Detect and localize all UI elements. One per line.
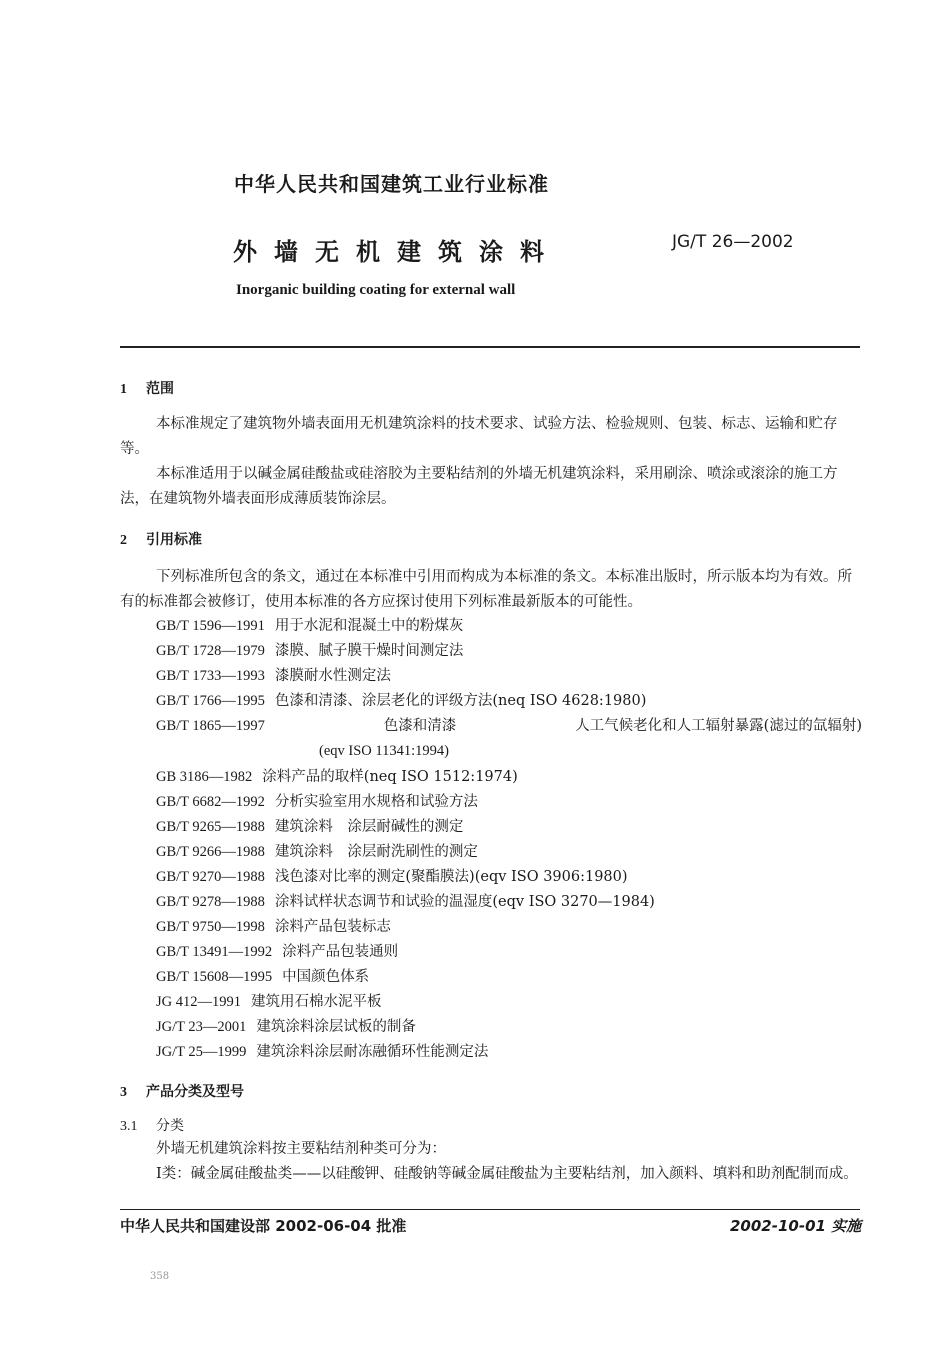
section-title: 产品分类及型号	[146, 1084, 244, 1100]
implementation-date: 2002-10-01 实施	[730, 1217, 862, 1235]
approval-date: 中华人民共和国建设部 2002-06-04 批准	[120, 1217, 407, 1235]
document-title: 外墙无机建筑涂料	[233, 238, 561, 266]
section-number: 2	[120, 533, 127, 548]
subsection-3-1-heading	[120, 1115, 184, 1135]
section-3-paragraph-1: 外墙无机建筑涂料按主要粘结剂种类可分为：	[156, 1141, 446, 1157]
section-number: 1	[120, 382, 127, 397]
reference-item: GB/T 9270—1988 浅色漆对比率的测定(聚酯膜法)(eqv ISO 3906:1980)	[156, 869, 628, 885]
issuing-org-heading: 中华人民共和国建筑工业行业标准	[234, 172, 549, 196]
reference-item: GB/T 1728—1979 漆膜、腻子膜干燥时间测定法	[156, 643, 464, 659]
reference-item: GB/T 1865—1997 色漆和清漆 人工气候老化和人工辐射暴露(滤过的氙辐射) (eqv ISO 11341:1994)	[156, 718, 862, 759]
standard-code: JG/T 26—2002	[672, 232, 794, 252]
section-2-heading	[120, 529, 202, 549]
reference-item: GB/T 1733—1993 漆膜耐水性测定法	[156, 668, 391, 684]
reference-item: GB/T 9750—1998 涂料产品包装标志	[156, 919, 391, 935]
section-title: 引用标准	[146, 532, 202, 548]
section-1-paragraph-2: 本标准适用于以碱金属硅酸盐或硅溶胶为主要粘结剂的外墙无机建筑涂料，采用刷涂、喷涂或滚涂的施工方法，在建筑物外墙表面形成薄质装饰涂层。	[120, 466, 838, 507]
reference-item: GB/T 9278—1988 涂料试样状态调节和试验的温湿度(eqv ISO 3270—1984)	[156, 894, 655, 910]
reference-item: GB/T 6682—1992 分析实验室用水规格和试验方法	[156, 794, 478, 810]
section-2-paragraph-1: 下列标准所包含的条文，通过在本标准中引用而构成为本标准的条文。本标准出版时，所示版本均为有效。所有的标准都会被修订，使用本标准的各方应探讨使用下列标准最新版本的可能性。	[120, 569, 852, 610]
reference-item: GB/T 1596—1991 用于水泥和混凝土中的粉煤灰	[156, 618, 464, 634]
header-divider	[120, 346, 860, 348]
reference-item: JG/T 25—1999 建筑涂料涂层耐冻融循环性能测定法	[156, 1044, 489, 1060]
section-1-paragraph-1: 本标准规定了建筑物外墙表面用无机建筑涂料的技术要求、试验方法、检验规则、包装、标志、运输和贮存等。	[120, 416, 838, 457]
reference-item: JG 412—1991 建筑用石棉水泥平板	[156, 994, 382, 1010]
page-number: 358	[150, 1271, 170, 1282]
section-number: 3	[120, 1085, 127, 1100]
footer-divider	[120, 1209, 860, 1210]
reference-item: JG/T 23—2001 建筑涂料涂层试板的制备	[156, 1019, 416, 1035]
section-1-heading	[120, 378, 174, 398]
subsection-number: 3.1	[120, 1119, 138, 1134]
reference-item: GB/T 9266—1988 建筑涂料 涂层耐洗刷性的测定	[156, 844, 478, 860]
reference-item: GB/T 13491—1992 涂料产品包装通则	[156, 944, 399, 960]
reference-item: GB 3186—1982 涂料产品的取样(neq ISO 1512:1974)	[156, 769, 518, 785]
subsection-title: 分类	[156, 1118, 184, 1134]
section-3-paragraph-2: Ⅰ类：碱金属硅酸盐类——以硅酸钾、硅酸钠等碱金属硅酸盐为主要粘结剂，加入颜料、填料和助剂配制而成。	[156, 1166, 858, 1182]
reference-item: GB/T 9265—1988 建筑涂料 涂层耐碱性的测定	[156, 819, 464, 835]
section-3-heading	[120, 1081, 244, 1101]
section-title: 范围	[146, 381, 174, 397]
reference-item: GB/T 1766—1995 色漆和清漆、涂层老化的评级方法(neq ISO 4628:1980)	[156, 693, 647, 709]
document-title-english: Inorganic building coating for external wall	[236, 282, 516, 298]
reference-item: GB/T 15608—1995 中国颜色体系	[156, 969, 370, 985]
